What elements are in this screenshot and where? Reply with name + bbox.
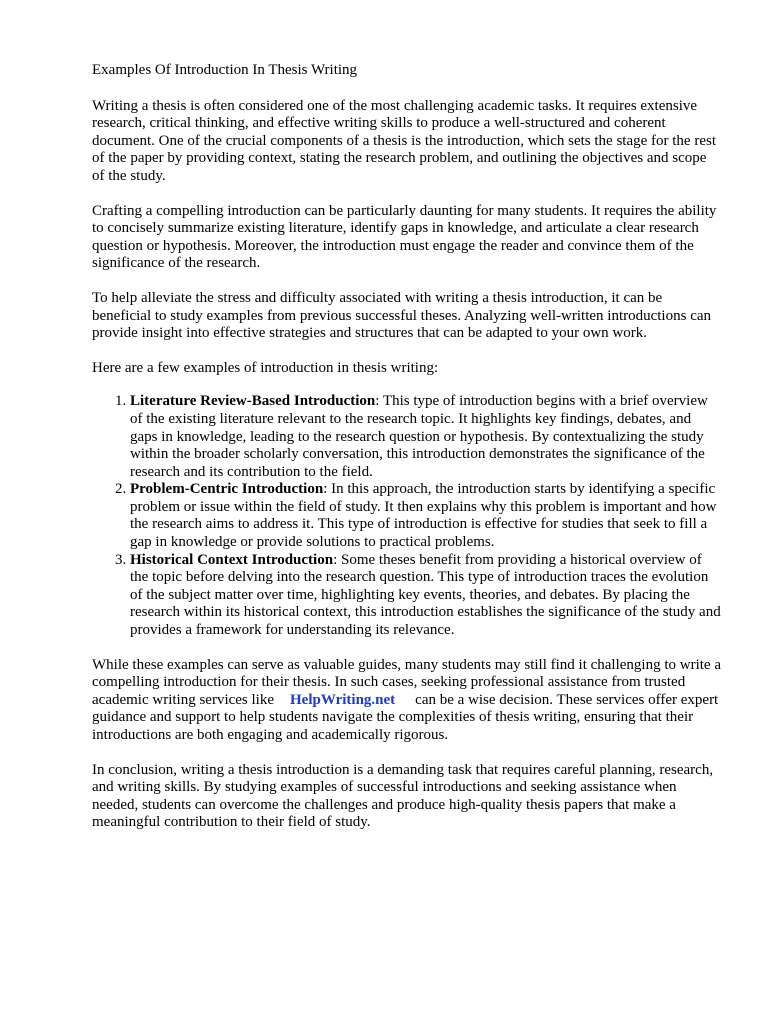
list-item: [130, 552, 722, 640]
list-item-text: : This type of introduction begins with a brief overview of the existing literature relevant to the research topic. It highlights key findings, debates, and gaps in knowledge, leading to the research question or hypothesis. By contextualizing the study within the broader scholarly conversation, this introduction demonstrates the significance of the research and its contribution to the field.: [130, 393, 708, 480]
helpwriting-link[interactable]: HelpWriting.net: [290, 691, 396, 708]
document-page: [92, 62, 722, 849]
assistance-text-before: While these examples can serve as valuable guides, many students may still find it challenging to write a compelling introduction for their thesis. In such cases, seeking professional assistance from trusted academic writing services like: [92, 656, 721, 708]
list-item-title: Historical Context Introduction: [130, 551, 334, 568]
examples-list: [92, 393, 722, 639]
list-item-text: : Some theses benefit from providing a historical overview of the topic before delving into the research question. This type of introduction traces the evolution of the subject matter over time, highlighting key events, theories, and debates. By placing the research within its historical context, this introduction establishes the significance of the study and provides a framework for understanding its relevance.: [130, 551, 721, 639]
list-item: [130, 481, 722, 551]
challenge-paragraph: Crafting a compelling introduction can be particularly daunting for many students. It requires the ability to concisely summarize existing literature, identify gaps in knowledge, and articulate a clear research question or hypothesis. Moreover, the introduction must engage the reader and convince them of the significance of the research.: [92, 202, 717, 272]
conclusion-paragraph: In conclusion, writing a thesis introduction is a demanding task that requires careful planning, research, and writing skills. By studying examples of successful introductions and seeking assistance when needed, students can overcome the challenges and produce high-quality thesis papers that make a meaningful contribution to their field of study.: [92, 761, 714, 831]
list-item-text: : In this approach, the introduction starts by identifying a specific problem or issue within the field of study. It then explains why this problem is important and how the research aims to address it. This type of introduction is effective for studies that seek to fill a gap in knowledge or provide solutions to practical problems.: [130, 481, 717, 551]
list-item-title: Literature Review-Based Introduction: [130, 393, 376, 410]
list-item: [130, 393, 722, 481]
list-item-title: Problem-Centric Introduction: [130, 481, 324, 498]
assistance-paragraph: [92, 657, 722, 745]
document-title: Examples Of Introduction In Thesis Writing: [92, 62, 358, 78]
examples-lead-paragraph: Here are a few examples of introduction in thesis writing:: [92, 359, 439, 376]
intro-paragraph: Writing a thesis is often considered one of the most challenging academic tasks. It requires extensive research, critical thinking, and effective writing skills to produce a well-structured and coherent document. One of the crucial components of a thesis is the introduction, which sets the stage for the rest of the paper by providing context, stating the research problem, and outlining the objectives and scope of the study.: [92, 97, 717, 184]
examples-benefit-paragraph: To help alleviate the stress and difficulty associated with writing a thesis introduction, it can be beneficial to study examples from previous successful theses. Analyzing well-written introductions can provide insight into effective strategies and structures that can be adapted to your own work.: [92, 289, 712, 342]
assistance-text-after: can be a wise decision. These services offer expert guidance and support to help students navigate the complexities of thesis writing, ensuring that their introductions are both engaging and academically rigorous.: [92, 691, 719, 743]
